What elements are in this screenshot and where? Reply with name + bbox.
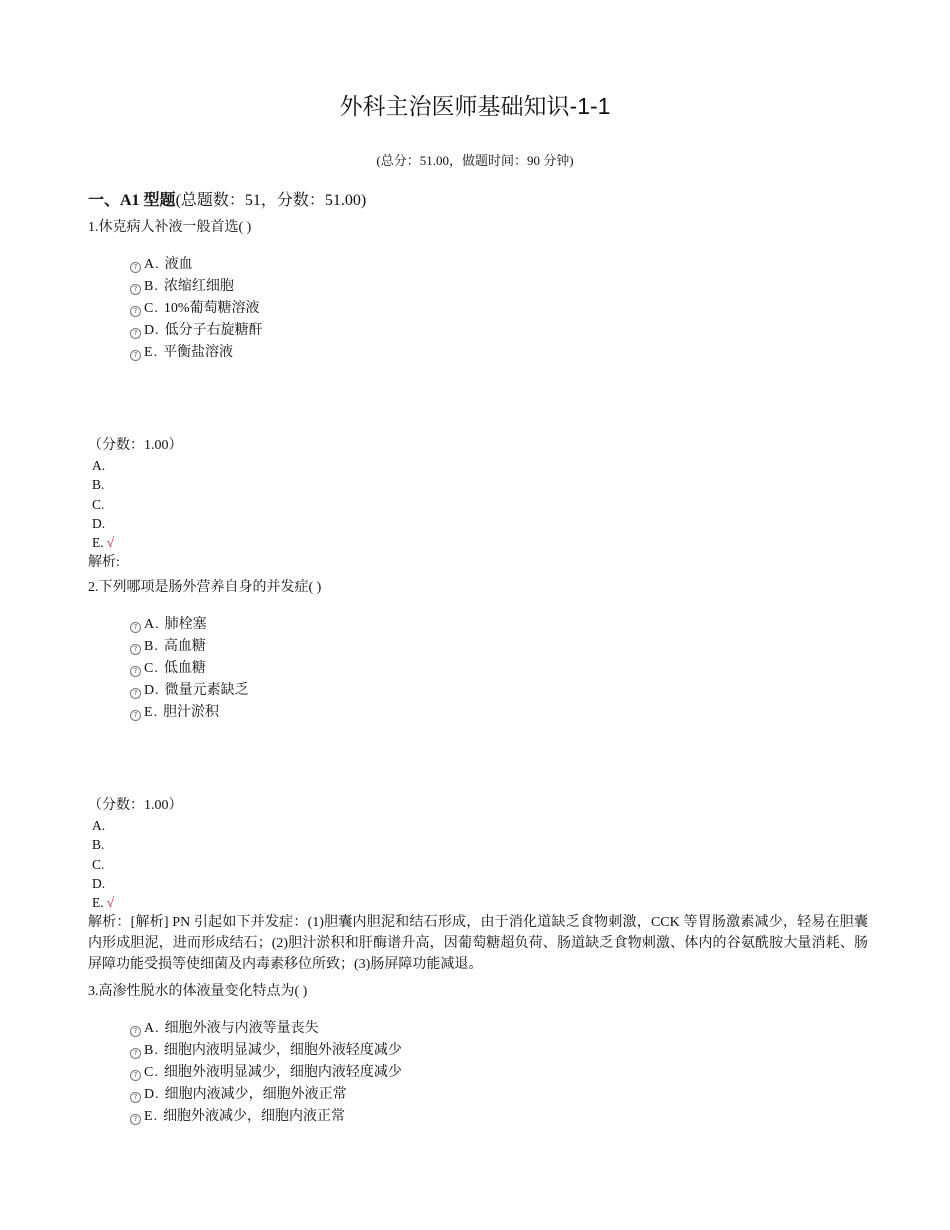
answer-letter: E. xyxy=(92,535,104,551)
option-a[interactable]: ? A. 肺栓塞 xyxy=(130,614,868,636)
answer-row-c: C. xyxy=(92,496,105,512)
option-text: 低分子右旋糖酐 xyxy=(164,323,263,338)
option-d[interactable]: ? D. 细胞内液减少，细胞外液正常 xyxy=(130,1084,868,1106)
option-text: 细胞内液明显减少，细胞外液轻度减少 xyxy=(163,1043,402,1058)
question-stem: 3.高渗性脱水的体液量变化特点为( ) xyxy=(88,984,308,999)
option-d[interactable]: ? D. 微量元素缺乏 xyxy=(130,680,868,702)
option-letter: D xyxy=(144,1087,155,1102)
radio-icon[interactable]: ? xyxy=(130,350,141,361)
radio-icon[interactable]: ? xyxy=(130,1070,141,1081)
section-name: 一、A1 型题 xyxy=(88,192,176,209)
option-text: 胆汁淤积 xyxy=(163,705,220,720)
radio-icon[interactable]: ? xyxy=(130,1114,141,1125)
radio-icon[interactable]: ? xyxy=(130,710,141,721)
radio-icon[interactable]: ? xyxy=(130,622,141,633)
analysis-text: 解析：[解析] PN 引起如下并发症：(1)胆囊内胆泥和结石形成，由于消化道缺乏食物刺激，CCK 等胃肠激素减少，轻易在胆囊内形成胆泥，进而形成结石；(2)胆汁淤积和肝酶谱升高，因葡萄糖超负荷、肠道缺乏食物刺激、体内的谷氨酰胺大量消耗、肠屏障功能受损等使细菌及内毒素移位所致；(3)肠屏障功能减退。 xyxy=(88,915,868,973)
question-stem: 2.下列哪项是肠外营养自身的并发症( ) xyxy=(88,580,322,595)
answer-key xyxy=(92,816,868,912)
option-e[interactable]: ? E. 平衡盐溶液 xyxy=(130,342,868,364)
question-score: （分数：1.00） xyxy=(88,798,183,813)
answer-letter: E. xyxy=(92,895,104,911)
answer-row-b: B. xyxy=(92,837,105,853)
option-letter: E xyxy=(144,1109,153,1124)
answer-row-e xyxy=(92,893,868,912)
option-e[interactable]: ? E. 细胞外液减少，细胞内液正常 xyxy=(130,1106,868,1128)
option-c[interactable]: ? C. 低血糖 xyxy=(130,658,868,680)
option-letter: C xyxy=(144,1065,154,1080)
option-text: 细胞外液明显减少，细胞内液轻度减少 xyxy=(163,1065,402,1080)
radio-icon[interactable]: ? xyxy=(130,328,141,339)
option-letter: B xyxy=(144,279,154,294)
answer-row-a: A. xyxy=(92,458,106,473)
option-text: 平衡盐溶液 xyxy=(163,345,234,360)
document-title: 外科主治医师基础知识-1-1 xyxy=(339,93,611,119)
question-3 xyxy=(88,982,868,1128)
option-letter: D xyxy=(144,323,155,338)
option-text: 液血 xyxy=(164,257,193,272)
option-text: 细胞内液减少，细胞外液正常 xyxy=(164,1087,347,1102)
option-b[interactable]: ? B. 细胞内液明显减少，细胞外液轻度减少 xyxy=(130,1040,868,1062)
option-letter: E xyxy=(144,705,153,720)
question-score: （分数：1.00） xyxy=(88,438,183,453)
answer-key xyxy=(92,456,868,552)
option-text: 细胞外液与内液等量丧失 xyxy=(164,1021,319,1036)
radio-icon[interactable]: ? xyxy=(130,688,141,699)
option-text: 10%葡萄糖溶液 xyxy=(163,301,260,316)
radio-icon[interactable]: ? xyxy=(130,644,141,655)
option-letter: B xyxy=(144,639,154,654)
radio-icon[interactable]: ? xyxy=(130,666,141,677)
option-c[interactable]: ? C. 10%葡萄糖溶液 xyxy=(130,298,868,320)
radio-icon[interactable]: ? xyxy=(130,306,141,317)
analysis-text: 解析: xyxy=(88,555,120,571)
option-letter: D xyxy=(144,683,155,698)
option-e[interactable]: ? E. 胆汁淤积 xyxy=(130,702,868,724)
option-letter: A xyxy=(144,1021,155,1036)
option-letter: A xyxy=(144,257,155,272)
correct-check-mark: √ xyxy=(106,895,115,911)
option-list xyxy=(130,1018,868,1128)
answer-block xyxy=(88,436,868,573)
option-letter: B xyxy=(144,1043,154,1058)
option-text: 细胞外液减少，细胞内液正常 xyxy=(163,1109,346,1124)
option-c[interactable]: ? C. 细胞外液明显减少，细胞内液轻度减少 xyxy=(130,1062,868,1084)
answer-row-e xyxy=(92,533,868,552)
question-1 xyxy=(88,218,868,573)
answer-block xyxy=(88,796,868,975)
option-text: 高血糖 xyxy=(163,639,206,654)
option-text: 低血糖 xyxy=(163,661,206,676)
answer-row-a: A. xyxy=(92,818,106,833)
answer-row-d: D. xyxy=(92,515,106,531)
option-text: 微量元素缺乏 xyxy=(164,683,249,698)
option-text: 浓缩红细胞 xyxy=(163,279,234,294)
option-d[interactable]: ? D. 低分子右旋糖酐 xyxy=(130,320,868,342)
option-a[interactable]: ? A. 液血 xyxy=(130,254,868,276)
radio-icon[interactable]: ? xyxy=(130,284,141,295)
option-letter: C xyxy=(144,661,154,676)
option-letter: E xyxy=(144,345,153,360)
option-a[interactable]: ? A. 细胞外液与内液等量丧失 xyxy=(130,1018,868,1040)
question-2 xyxy=(88,578,868,975)
section-info: (总题数：51，分数：51.00) xyxy=(175,192,367,209)
question-stem: 1.休克病人补液一般首选( ) xyxy=(88,220,252,235)
correct-check-mark: √ xyxy=(106,535,115,551)
radio-icon[interactable]: ? xyxy=(130,1092,141,1103)
radio-icon[interactable]: ? xyxy=(130,1026,141,1037)
section-header xyxy=(88,187,366,210)
option-text: 肺栓塞 xyxy=(164,617,207,632)
option-letter: C xyxy=(144,301,154,316)
answer-row-c: C. xyxy=(92,856,105,872)
radio-icon[interactable]: ? xyxy=(130,262,141,273)
option-list xyxy=(130,614,868,724)
option-b[interactable]: ? B. 高血糖 xyxy=(130,636,868,658)
answer-row-d: D. xyxy=(92,875,106,891)
radio-icon[interactable]: ? xyxy=(130,1048,141,1059)
answer-row-b: B. xyxy=(92,477,105,493)
option-list xyxy=(130,254,868,364)
exam-meta: (总分：51.00，做题时间：90 分钟) xyxy=(376,153,574,168)
option-letter: A xyxy=(144,617,155,632)
option-b[interactable]: ? B. 浓缩红细胞 xyxy=(130,276,868,298)
